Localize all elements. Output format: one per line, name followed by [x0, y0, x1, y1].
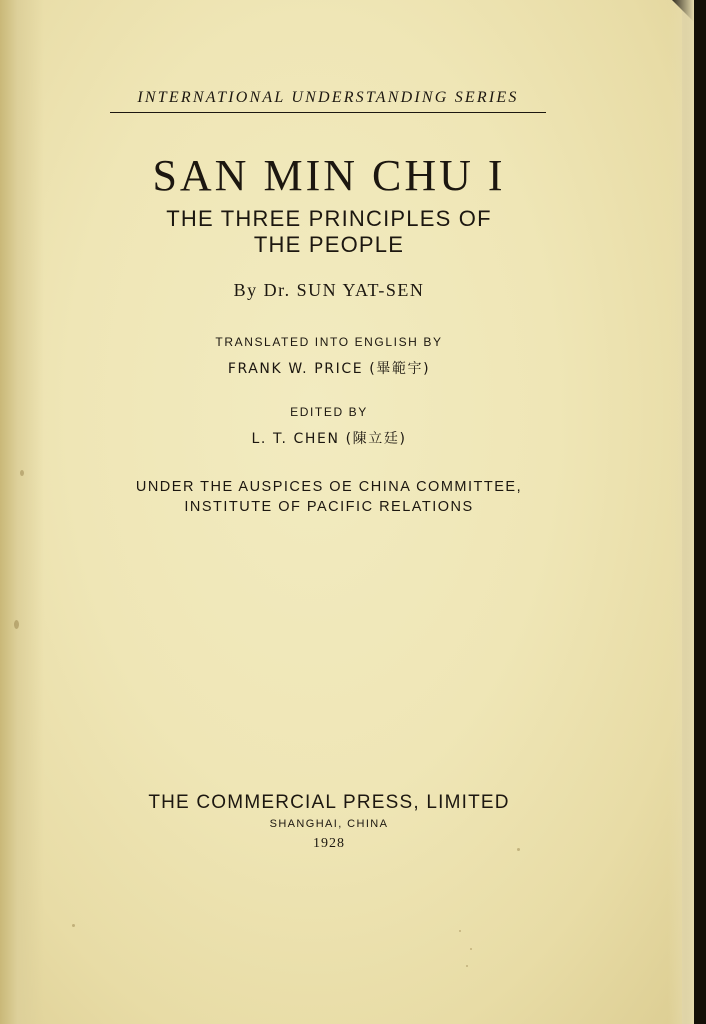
paper-spot	[470, 948, 472, 950]
folded-corner	[672, 0, 694, 22]
series-name: INTERNATIONAL UNDERSTANDING SERIES	[137, 89, 519, 106]
author-line	[0, 280, 658, 301]
author-name: SUN YAT-SEN	[296, 280, 425, 300]
series-underline	[110, 112, 546, 113]
publisher-name: THE COMMERCIAL PRESS, LIMITED	[148, 792, 510, 813]
book-title: SAN MIN CHU I	[152, 151, 506, 200]
paper-spot	[72, 924, 75, 927]
paper-spot	[517, 848, 520, 851]
auspices-line-1: UNDER THE AUSPICES OE CHINA COMMITTEE,	[135, 479, 523, 495]
paper-spot	[20, 470, 24, 476]
paper-spot	[466, 965, 468, 967]
paper-spot	[14, 620, 19, 629]
book-subtitle-line-1: THE THREE PRINCIPLES OF	[166, 206, 492, 231]
edited-by-label: EDITED BY	[290, 405, 368, 419]
book-subtitle-line-2: THE PEOPLE	[253, 232, 405, 257]
translated-by-label: TRANSLATED INTO ENGLISH BY	[215, 335, 443, 349]
paper-spot	[459, 930, 461, 932]
publication-year: 1928	[313, 836, 345, 851]
editor-name: L. T. CHEN (陳立廷)	[251, 431, 407, 447]
auspices-line-2: INSTITUTE OF PACIFIC RELATIONS	[184, 499, 474, 515]
publisher-place: SHANGHAI, CHINA	[269, 818, 389, 830]
translator-name: FRANK W. PRICE (畢範宇)	[227, 361, 431, 377]
author-by: By Dr.	[233, 280, 291, 300]
page-edge	[682, 0, 694, 1024]
